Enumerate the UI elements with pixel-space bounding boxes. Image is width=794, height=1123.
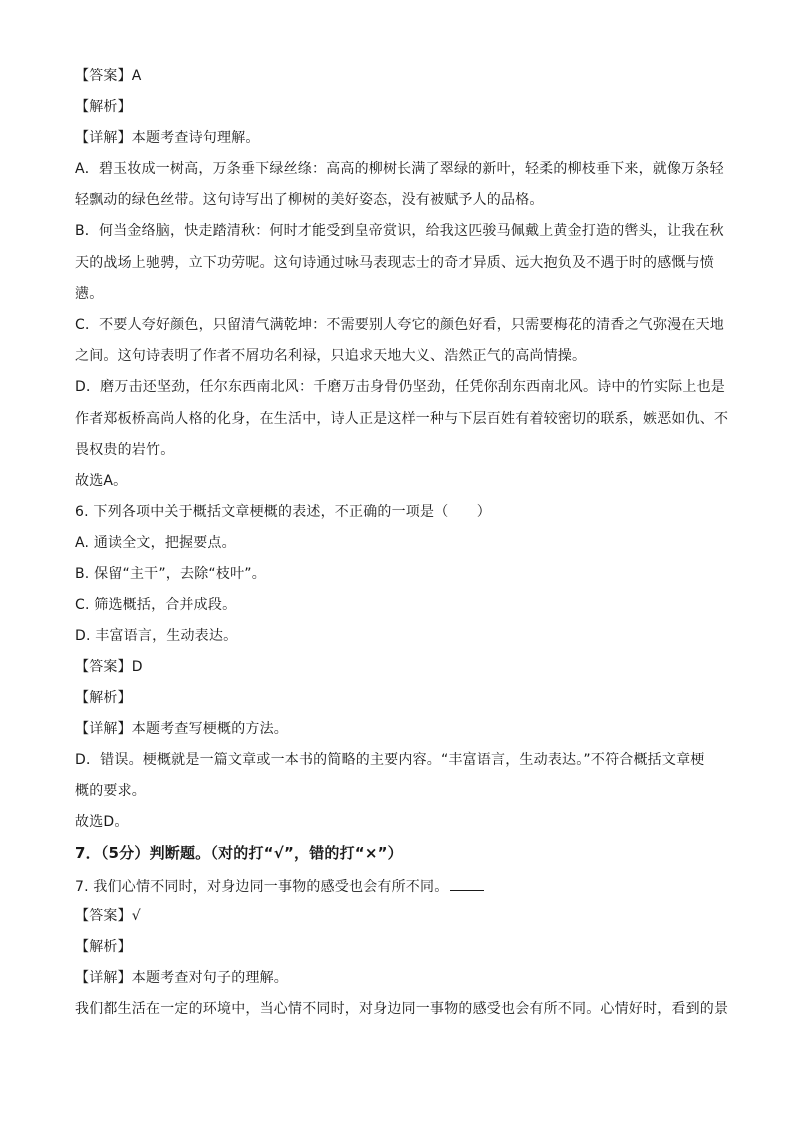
answer-blank bbox=[450, 876, 484, 891]
option-b: B. 保留“主干”，去除“枝叶”。 bbox=[75, 566, 266, 582]
explanation-line: A．碧玉妆成一树高，万条垂下绿丝绦：高高的柳树长满了翠绿的新叶，轻柔的柳枝垂下来，就像万条轻 bbox=[75, 161, 724, 177]
detail-heading-q5: 【详解】本题考查诗句理解。 bbox=[75, 130, 260, 146]
explanation-line: D．磨万击还坚劲，任尔东西南北风：千磨万击身骨仍坚劲，任凭你刮东西南北风。诗中的竹实际上也是 bbox=[75, 379, 725, 395]
answer-label-q6: 【答案】D bbox=[75, 659, 143, 675]
question-7-text: 7. 我们心情不同时，对身边同一事物的感受也会有所不同。 bbox=[75, 879, 449, 895]
analysis-label-q5: 【解析】 bbox=[75, 99, 132, 115]
analysis-label-q7: 【解析】 bbox=[75, 939, 132, 955]
explanation-line: C．不要人夸好颜色，只留清气满乾坤：不需要别人夸它的颜色好看，只需要梅花的清香之气弥漫在天地 bbox=[75, 317, 724, 333]
explanation-line: D．错误。梗概就是一篇文章或一本书的简略的主要内容。“丰富语言，生动表达。”不符合概括文章梗 bbox=[75, 752, 705, 768]
explanation-line: 概的要求。 bbox=[75, 783, 146, 799]
option-d: D. 丰富语言，生动表达。 bbox=[75, 628, 238, 644]
answer-label-q7: 【答案】√ bbox=[75, 908, 141, 924]
conclusion-q6: 故选D。 bbox=[75, 814, 129, 830]
explanation-line: 我们都生活在一定的环境中，当心情不同时，对身边同一事物的感受也会有所不同。心情好时，看到的景 bbox=[75, 1001, 729, 1017]
detail-heading-q6: 【详解】本题考查写梗概的方法。 bbox=[75, 721, 288, 737]
explanation-line: 轻飘动的绿色丝带。这句诗写出了柳树的美好姿态，没有被赋予人的品格。 bbox=[75, 192, 544, 208]
explanation-line: 之间。这句诗表明了作者不屑功名利禄，只追求天地大义、浩然正气的高尚情操。 bbox=[75, 348, 587, 364]
option-a: A. 通读全文，把握要点。 bbox=[75, 535, 236, 551]
question-6: 6. 下列各项中关于概括文章梗概的表述，不正确的一项是（ ） bbox=[75, 504, 492, 520]
explanation-line: 懑。 bbox=[75, 286, 104, 302]
answer-label-q5: 【答案】A bbox=[75, 68, 142, 84]
conclusion-q5: 故选A。 bbox=[75, 473, 128, 489]
explanation-line: 畏权贵的岩竹。 bbox=[75, 442, 175, 458]
detail-heading-q7: 【详解】本题考查对句子的理解。 bbox=[75, 970, 288, 986]
analysis-label-q6: 【解析】 bbox=[75, 690, 132, 706]
question-7 bbox=[75, 876, 725, 896]
option-c: C. 筛选概括，合并成段。 bbox=[75, 597, 237, 613]
explanation-line: 作者郑板桥高尚人格的化身，在生活中，诗人正是这样一种与下层百姓有着较密切的联系，嫉恶如仇、不 bbox=[75, 411, 729, 427]
explanation-line: 天的战场上驰骋，立下功劳呢。这句诗通过咏马表现志士的奇才异质、远大抱负及不遇于时的感慨与愤 bbox=[75, 255, 714, 271]
explanation-line: B．何当金络脑，快走踏清秋：何时才能受到皇帝赏识，给我这匹骏马佩戴上黄金打造的辔头，让我在秋 bbox=[75, 223, 724, 239]
section-heading-7: 7．（5分）判断题。（对的打“√”，错的打“×”） bbox=[75, 844, 403, 862]
